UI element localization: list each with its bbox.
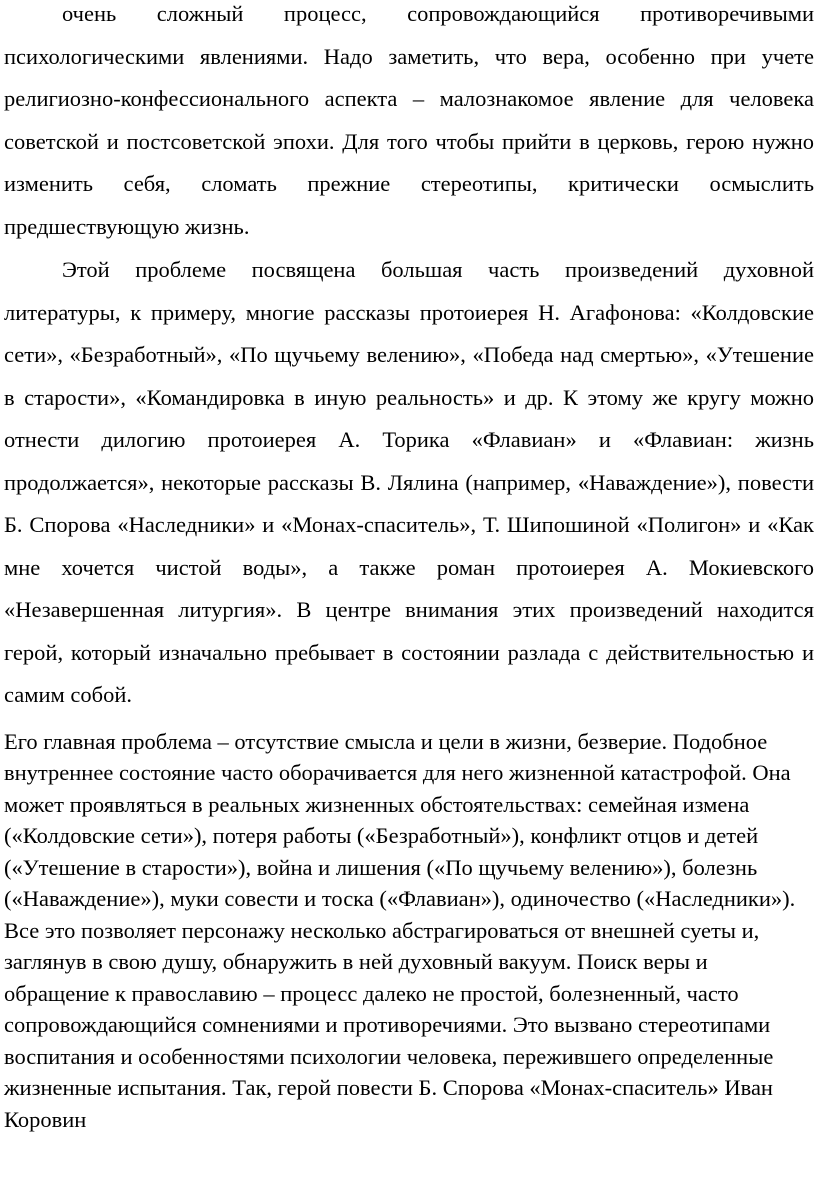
paragraph-hero-problem: Его главная проблема – отсутствие смысла и цели в жизни, безверие. Подобное внутреннее состояние часто оборачивается для него жизненной катастрофой. Она может проявляться в реальных жизненных обстоятельствах: семейная измена («Колдовские сети»), потеря работы («Безработный»), конфликт отцов и детей («Утешение в старости»), война и лишения («По щучьему велению»), болезнь («Наваждение»), муки совести и тоска («Флавиан»), одиночество («Наследники»). Все это позволяет персонажу несколько абстрагироваться от внешней суеты и, заглянув в свою душу, обнаружить в ней духовный вакуум. Поиск веры и обращение к православию – процесс далеко не простой, болезненный, часто сопровождающийся сомнениями и противоречиями. Это вызвано стереотипами воспитания и особенностями психологии человека, пережившего определенные жизненные испытания. Так, герой повести Б. Спорова «Монах-спаситель» Иван Коровин <box>4 728 796 1132</box>
paragraph-spiritual-literature: Этой проблеме посвящена большая часть произведений духовной литературы, к примеру, многие рассказы протоиерея Н. Агафонова: «Колдовские сети», «Безработный», «По щучьему велению», «Победа над смертью», «Утешение в старости», «Командировка в иную реальность» и др. К этому же кругу можно отнести дилогию протоиерея А. Торика «Флавиан» и «Флавиан: жизнь продолжается», некоторые рассказы В. Лялина (например, «Наваждение»), повести Б. Спорова «Наследники» и «Монах-спаситель», Т. Шипошиной «Полигон» и «Как мне хочется чистой воды», а также роман протоиерея А. Мокиевского «Незавершенная литургия». В центре внимания этих произведений находится герой, который изначально пребывает в состоянии разлада с действительностью и самим собой. <box>4 257 814 707</box>
paragraph-continuation: очень сложный процесс, сопровождающийся противоречивыми психологическими явлениями. Надо заметить, что вера, особенно при учете религиозно-конфессионального аспекта – малознакомое явление для человека советской и постсоветской эпохи. Для того чтобы прийти в церковь, герою нужно изменить себя, сломать прежние стереотипы, критически осмыслить предшествующую жизнь. <box>4 1 814 239</box>
